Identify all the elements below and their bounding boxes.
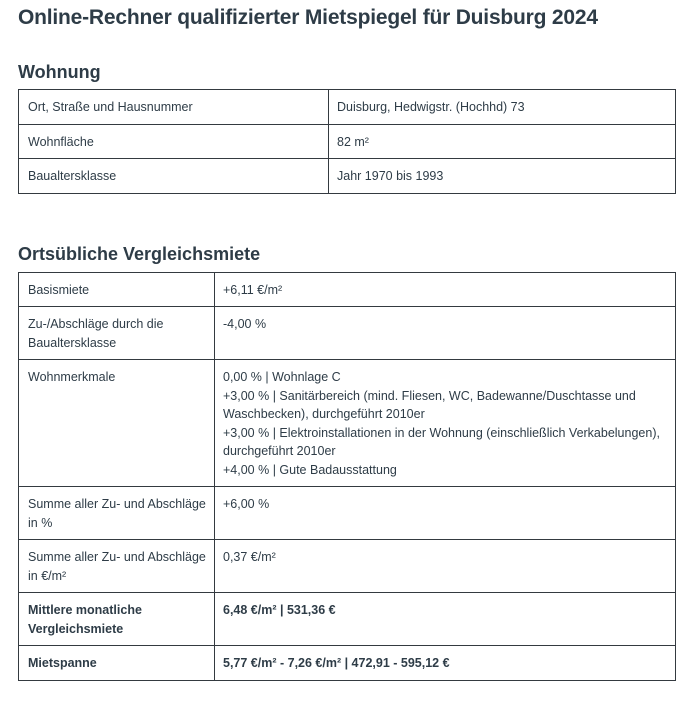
wohnmerkmal-line: +4,00 % | Gute Badausstattung xyxy=(223,462,397,477)
table-row-summe-prozent xyxy=(19,487,676,540)
table-row-area xyxy=(19,124,676,159)
row-label-mietspanne: Mietspanne xyxy=(19,646,215,681)
table-row-mittlere-vergleichsmiete xyxy=(19,593,676,646)
row-label-address: Ort, Straße und Hausnummer xyxy=(19,90,329,125)
wohnung-table xyxy=(18,89,676,194)
row-label-mittlere-vergleichsmiete: Mittlere monatliche Vergleichsmiete xyxy=(19,593,215,646)
table-row-basismiete xyxy=(19,272,676,307)
page-title: Online-Rechner qualifizierter Mietspiegel für Duisburg 2024 xyxy=(18,6,598,29)
row-label-basismiete: Basismiete xyxy=(19,272,215,307)
wohnung-heading: Wohnung xyxy=(18,62,101,82)
row-value-mittlere-vergleichsmiete: 6,48 €/m² | 531,36 € xyxy=(215,593,676,646)
wohnmerkmal-line: +3,00 % | Sanitärbereich (mind. Fliesen, WC, Badewanne/Duschtasse und Waschbecken), durchgeführt 2010er xyxy=(223,388,636,421)
row-label-summe-prozent: Summe aller Zu- und Abschläge in % xyxy=(19,487,215,540)
row-value-area: 82 m² xyxy=(329,124,676,159)
row-label-baualtersklasse-zuschlag: Zu-/Abschläge durch die Baualtersklasse xyxy=(19,307,215,360)
row-label-wohnmerkmale: Wohnmerkmale xyxy=(19,360,215,487)
wohnmerkmal-line: +3,00 % | Elektroinstallationen in der Wohnung (einschließlich Verkabelungen), durchgeführt 2010er xyxy=(223,425,660,458)
row-value-summe-prozent: +6,00 % xyxy=(215,487,676,540)
row-label-building-age: Baualtersklasse xyxy=(19,159,329,194)
table-row-wohnmerkmale xyxy=(19,360,676,487)
table-row-mietspanne xyxy=(19,646,676,681)
table-row-address xyxy=(19,90,676,125)
row-value-basismiete: +6,11 €/m² xyxy=(215,272,676,307)
vergleichsmiete-section xyxy=(18,242,676,681)
row-value-building-age: Jahr 1970 bis 1993 xyxy=(329,159,676,194)
row-value-mietspanne: 5,77 €/m² - 7,26 €/m² | 472,91 - 595,12 € xyxy=(215,646,676,681)
row-value-wohnmerkmale xyxy=(215,360,676,487)
table-row-building-age xyxy=(19,159,676,194)
row-value-summe-euro: 0,37 €/m² xyxy=(215,540,676,593)
row-label-area: Wohnfläche xyxy=(19,124,329,159)
row-value-address: Duisburg, Hedwigstr. (Hochhd) 73 xyxy=(329,90,676,125)
row-value-baualtersklasse-zuschlag: -4,00 % xyxy=(215,307,676,360)
wohnung-section xyxy=(18,60,676,194)
vergleichsmiete-heading: Ortsübliche Vergleichsmiete xyxy=(18,243,261,264)
table-row-summe-euro xyxy=(19,540,676,593)
row-label-summe-euro: Summe aller Zu- und Abschläge in €/m² xyxy=(19,540,215,593)
table-row-baualtersklasse-zuschlag xyxy=(19,307,676,360)
vergleichsmiete-table xyxy=(18,272,676,681)
wohnmerkmal-line: 0,00 % | Wohnlage C xyxy=(223,370,341,384)
